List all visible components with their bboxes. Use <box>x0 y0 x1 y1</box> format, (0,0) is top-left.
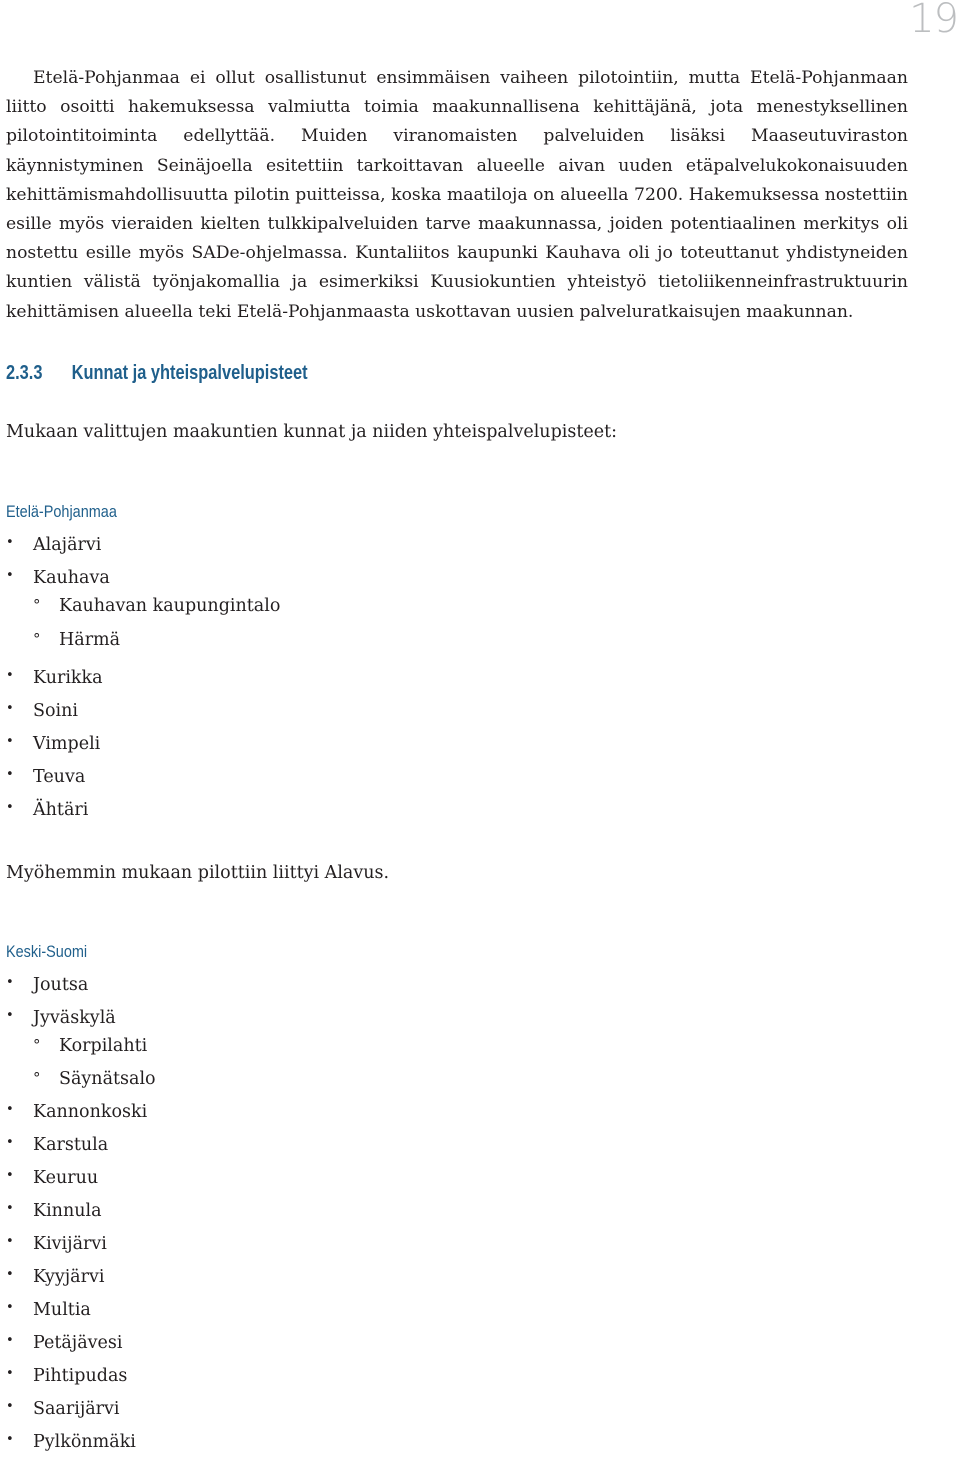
list-item-label: Kinnula <box>33 1201 102 1221</box>
list-item <box>0 701 78 721</box>
bullet-icon: • <box>6 975 14 990</box>
list-item-label: Karstula <box>33 1135 109 1155</box>
list-item-label: Petäjävesi <box>33 1333 123 1353</box>
section-heading <box>6 362 308 385</box>
bullet-icon: • <box>6 1008 14 1023</box>
bullet-icon: • <box>6 701 14 716</box>
list-item <box>0 1168 98 1188</box>
list-item-label: Pylkönmäki <box>33 1432 136 1452</box>
bullet-icon: • <box>6 1168 14 1183</box>
bullet-icon: • <box>6 1201 14 1216</box>
bullet-icon: • <box>6 1234 14 1249</box>
list-item <box>0 1267 104 1287</box>
list-item-label: Kivijärvi <box>33 1234 107 1254</box>
bullet-icon: • <box>6 668 14 683</box>
list-item-label: Säynätsalo <box>59 1069 156 1089</box>
bullet-icon: • <box>6 1366 14 1381</box>
sub-list-item <box>0 1036 147 1056</box>
bullet-icon: • <box>6 1432 14 1447</box>
list-item <box>0 975 88 995</box>
sub-list-item <box>0 596 280 616</box>
bullet-icon: • <box>6 800 14 815</box>
list-item-label: Kauhavan kaupungintalo <box>59 596 281 616</box>
bullet-icon: • <box>6 1399 14 1414</box>
list-item <box>0 668 103 688</box>
sub-bullet-icon: ° <box>33 1036 41 1054</box>
list-item-label: Alajärvi <box>33 535 102 555</box>
lead-text: Mukaan valittujen maakuntien kunnat ja niiden yhteispalvelupisteet: <box>6 422 618 442</box>
list-item <box>0 1432 136 1452</box>
section-title: Kunnat ja yhteispalvelupisteet <box>71 362 308 384</box>
bullet-icon: • <box>6 1102 14 1117</box>
list-item-label: Korpilahti <box>59 1036 148 1056</box>
bullet-icon: • <box>6 535 14 550</box>
list-item <box>0 767 85 787</box>
list-item-label: Härmä <box>59 630 121 650</box>
list-item-label: Soini <box>33 701 78 721</box>
list-item <box>0 1135 108 1155</box>
list-item-label: Joutsa <box>33 975 89 995</box>
section-number: 2.3.3 <box>6 362 43 384</box>
intro-paragraph: Etelä-Pohjanmaa ei ollut osallistunut ensimmäisen vaiheen pilotointiin, mutta Etelä-Pohjanmaan liitto osoitti hakemuksessa valmiutta toimia maakunnallisena kehittäjänä, jota menestyksellinen pilotointitoiminta edellyttää. Muiden viranomaisten palveluiden lisäksi Maaseutuviraston käynnistyminen Seinäjoella esitettiin tarkoittavan alueelle aivan uuden etäpalvelukokonaisuuden kehittämismahdollisuutta pilotin puitteissa, koska maatiloja on alueella 7200. Hakemuksessa nostettiin esille myös vieraiden kielten tulkkipalveluiden tarve maakunnassa, joiden potentiaalinen merkitys oli nostettu esille myös SADe-ohjelmassa. Kuntaliitos kaupunki Kauhava oli jo toteuttanut yhdistyneiden kuntien välistä työnjakomallia ja esimerkiksi Kuusiokuntien yhteistyö tietoliikenneinfrastruktuurin kehittämisen alueella teki Etelä-Pohjanmaasta uskottavan uusien palveluratkaisujen maakunnan. <box>6 68 908 322</box>
list-item-label: Kurikka <box>33 668 103 688</box>
bullet-icon: • <box>6 1135 14 1150</box>
list-item-label: Jyväskylä <box>33 1008 116 1028</box>
list-item <box>0 800 88 820</box>
list-item-label: Kyyjärvi <box>33 1267 105 1287</box>
bullet-icon: • <box>6 1300 14 1315</box>
list-item <box>0 734 100 754</box>
bullet-icon: • <box>6 767 14 782</box>
list-item <box>0 1008 116 1028</box>
sub-bullet-icon: ° <box>33 630 41 648</box>
region-title-etela-pohjanmaa: Etelä-Pohjanmaa <box>6 502 117 521</box>
bullet-icon: • <box>6 568 14 583</box>
list-item-label: Kannonkoski <box>33 1102 148 1122</box>
after-text: Myöhemmin mukaan pilottiin liittyi Alavus. <box>6 863 390 883</box>
list-item-label: Saarijärvi <box>33 1399 120 1419</box>
list-item <box>0 1399 120 1419</box>
list-item-label: Vimpeli <box>33 734 101 754</box>
bullet-icon: • <box>6 1267 14 1282</box>
list-item-label: Ähtäri <box>33 800 89 820</box>
region-title-keski-suomi: Keski-Suomi <box>6 942 88 961</box>
list-item <box>0 535 101 555</box>
list-item-label: Pihtipudas <box>33 1366 128 1386</box>
list-item <box>0 1300 91 1320</box>
bullet-icon: • <box>6 734 14 749</box>
sub-bullet-icon: ° <box>33 596 41 614</box>
list-item-label: Keuruu <box>33 1168 99 1188</box>
sub-bullet-icon: ° <box>33 1069 41 1087</box>
list-item <box>0 1366 127 1386</box>
list-item-label: Kauhava <box>33 568 110 588</box>
list-item-label: Teuva <box>33 767 86 787</box>
list-item <box>0 1201 102 1221</box>
bullet-icon: • <box>6 1333 14 1348</box>
list-item <box>0 1102 147 1122</box>
sub-list-item <box>0 630 120 650</box>
page-number: 19 <box>909 0 958 42</box>
list-item-label: Multia <box>33 1300 91 1320</box>
list-item <box>0 1333 123 1353</box>
list-item <box>0 1234 107 1254</box>
list-item <box>0 568 110 588</box>
sub-list-item <box>0 1069 156 1089</box>
intro-section <box>6 64 908 327</box>
